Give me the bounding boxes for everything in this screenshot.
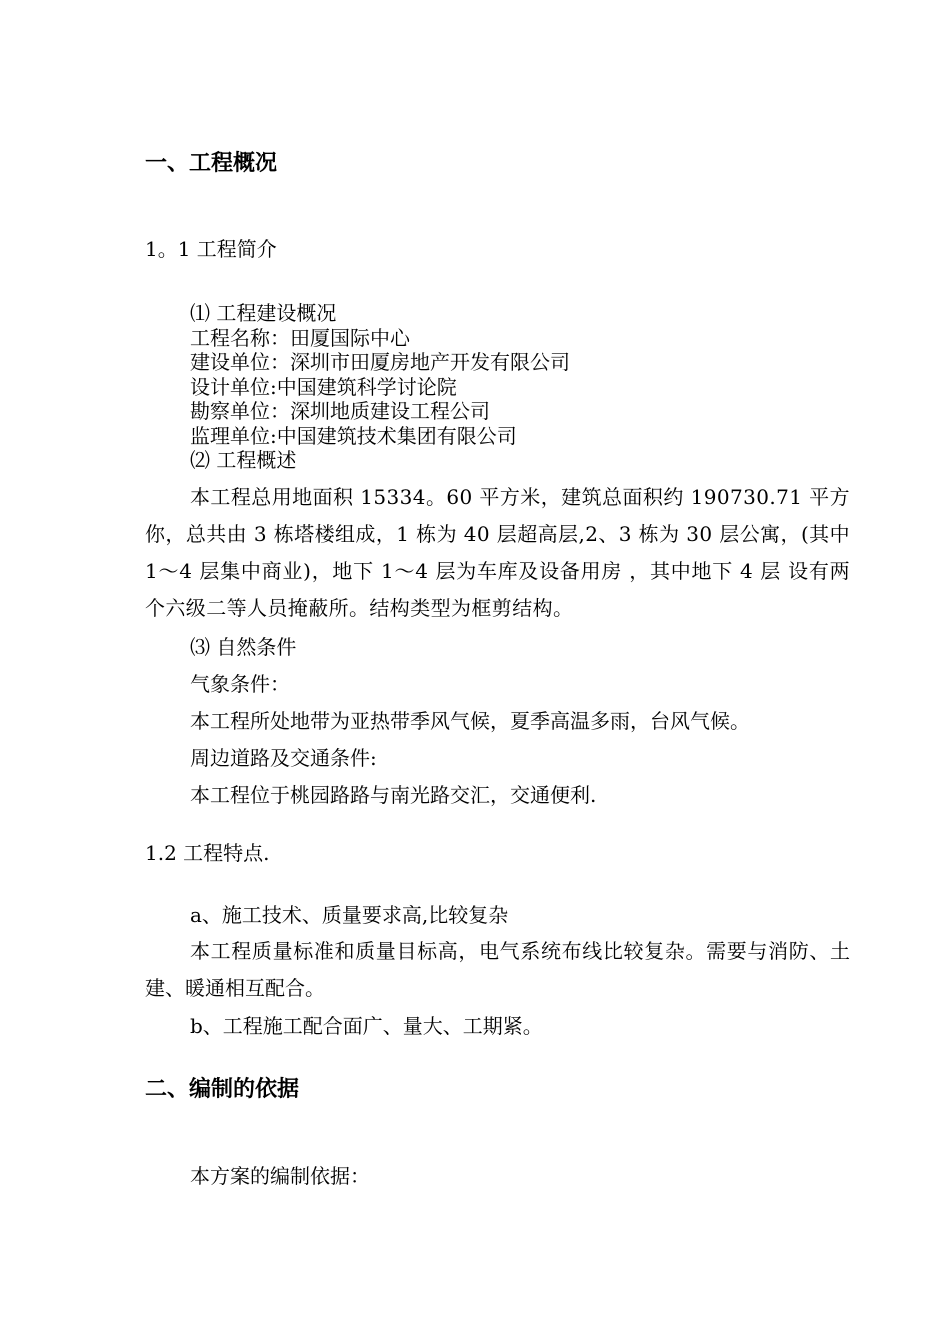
summary-title: ⑵ 工程概述 xyxy=(190,448,297,472)
subsection-heading-features: 1.2 工程特点. xyxy=(145,841,270,865)
traffic-text: 本工程位于桃园路路与南光路交汇，交通便利. xyxy=(190,783,597,807)
weather-label: 气象条件： xyxy=(190,672,290,696)
nature-title: ⑶ 自然条件 xyxy=(190,635,297,659)
section-heading-overview: 一、工程概况 xyxy=(145,151,278,176)
feature-a-paragraph: 本工程质量标准和质量目标高，电气系统布线比较复杂。需要与消防、土建、暖通相互配合。 xyxy=(145,939,850,1000)
surveyor-line: 勘察单位：深圳地质建设工程公司 xyxy=(190,399,490,423)
feature-a-title: a、施工技术、质量要求高,比较复杂 xyxy=(190,903,509,927)
feature-b-title: b、工程施工配合面广、量大、工期紧。 xyxy=(190,1014,543,1038)
designer-line: 设计单位:中国建筑科学讨论院 xyxy=(190,374,457,399)
supervisor-line: 监理单位:中国建筑技术集团有限公司 xyxy=(190,423,517,448)
build-overview-title: ⑴ 工程建设概况 xyxy=(190,301,337,325)
summary-paragraph: 本工程总用地面积 15334。60 平方米，建筑总面积约 190730.71 平方你，总共由 3 栋塔楼组成，1 栋为 40 层超高层,2、3 栋为 30 层公寓，(其中 1～4 层集中商业)，地下 1～4 层为车库及设备用房 ，其中地下 4 层 设有两个六级二等人员掩蔽所。结构类型为框剪结构。 xyxy=(145,485,850,620)
subsection-heading-intro: 1。1 工程简介 xyxy=(145,237,277,261)
traffic-label: 周边道路及交通条件: xyxy=(190,746,377,770)
weather-text: 本工程所处地带为亚热带季风气候，夏季高温多雨，台风气候。 xyxy=(190,709,750,733)
owner-line: 建设单位：深圳市田厦房地产开发有限公司 xyxy=(190,350,570,374)
section-heading-basis: 二、编制的依据 xyxy=(145,1077,300,1102)
project-name-line: 工程名称：田厦国际中心 xyxy=(190,325,410,350)
basis-intro: 本方案的编制依据： xyxy=(190,1164,370,1188)
